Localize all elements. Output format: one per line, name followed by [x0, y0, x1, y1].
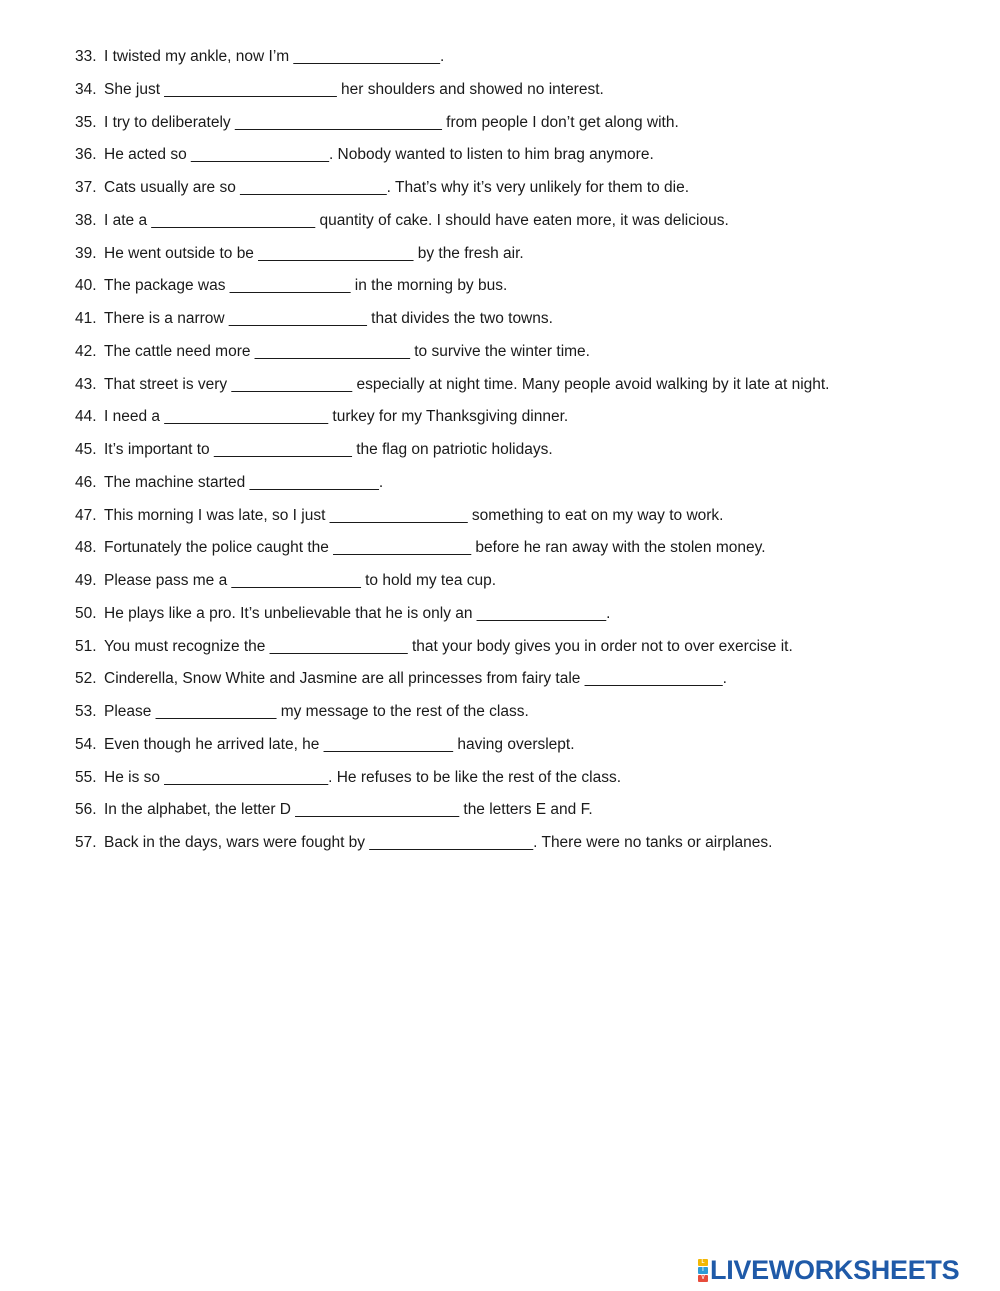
question-text: I need a ___________________ turkey for my Thanksgiving dinner. — [104, 408, 569, 426]
question-number: 49. — [75, 572, 97, 589]
question-text: Cats usually are so _________________. That’s why it’s very unlikely for them to die. — [104, 179, 690, 196]
question-item — [75, 275, 975, 308]
question-text: Please pass me a _______________ to hold my tea cup. — [104, 572, 497, 589]
question-item — [75, 210, 975, 243]
liveworksheets-logo — [698, 1255, 959, 1285]
question-text: He is so ___________________. He refuses to be like the rest of the class. — [104, 768, 622, 786]
question-item — [75, 112, 975, 145]
question-item — [75, 701, 975, 734]
question-item — [75, 570, 975, 603]
question-text: Fortunately the police caught the ________________ before he ran away with the stolen money. — [104, 539, 766, 557]
question-item — [75, 46, 975, 79]
question-number: 51. — [75, 637, 97, 655]
question-number: 56. — [75, 801, 97, 819]
question-text: He plays like a pro. It’s unbelievable that he is only an _______________. — [104, 604, 611, 622]
question-text: I twisted my ankle, now I’m _________________. — [104, 48, 445, 65]
question-number: 36. — [75, 146, 97, 164]
question-number: 37. — [75, 179, 97, 196]
question-item — [75, 308, 975, 341]
question-text: That street is very ______________ especially at night time. Many people avoid walking by it late at night. — [104, 375, 830, 393]
question-list — [75, 46, 975, 865]
question-text: There is a narrow ________________ that divides the two towns. — [104, 310, 553, 327]
question-item — [75, 505, 975, 538]
question-number: 52. — [75, 670, 97, 688]
question-item — [75, 767, 975, 800]
question-text: This morning I was late, so I just ________________ something to eat on my way to work. — [104, 506, 724, 524]
question-number: 34. — [75, 80, 97, 98]
question-text: I ate a ___________________ quantity of cake. I should have eaten more, it was delicious. — [104, 211, 729, 229]
question-number: 47. — [75, 506, 97, 524]
question-text: Cinderella, Snow White and Jasmine are all princesses from fairy tale ________________. — [104, 670, 727, 688]
question-number: 38. — [75, 211, 97, 229]
logo-blocks-icon: L I V — [698, 1259, 708, 1282]
question-number: 57. — [75, 834, 97, 851]
question-text: Please ______________ my message to the rest of the class. — [104, 703, 529, 720]
question-text: The machine started _______________. — [104, 473, 384, 491]
question-item — [75, 243, 975, 276]
question-number: 48. — [75, 539, 97, 557]
question-number: 45. — [75, 441, 97, 458]
question-number: 35. — [75, 113, 97, 131]
question-number: 43. — [75, 375, 97, 393]
question-number: 40. — [75, 277, 97, 295]
question-text: She just ____________________ her shoulders and showed no interest. — [104, 80, 604, 98]
question-number: 55. — [75, 768, 97, 786]
question-text: He went outside to be __________________ by the fresh air. — [104, 244, 524, 262]
question-item — [75, 668, 975, 701]
question-item — [75, 79, 975, 112]
question-number: 54. — [75, 735, 97, 753]
question-item — [75, 144, 975, 177]
question-number: 53. — [75, 703, 97, 720]
question-text: The cattle need more __________________ to survive the winter time. — [104, 342, 590, 360]
question-number: 41. — [75, 310, 97, 327]
question-number: 44. — [75, 408, 97, 426]
question-text: You must recognize the ________________ that your body gives you in order not to over exercise it. — [104, 637, 793, 655]
question-item — [75, 603, 975, 636]
question-number: 46. — [75, 473, 97, 491]
question-number: 50. — [75, 604, 97, 622]
question-text: The package was ______________ in the morning by bus. — [104, 277, 508, 295]
question-item — [75, 734, 975, 767]
question-item — [75, 799, 975, 832]
question-number: 33. — [75, 48, 97, 65]
question-text: He acted so ________________. Nobody wanted to listen to him brag anymore. — [104, 146, 654, 164]
question-text: In the alphabet, the letter D ___________________ the letters E and F. — [104, 801, 593, 819]
question-item — [75, 177, 975, 210]
brand-name: LIVEWORKSHEETS — [710, 1255, 960, 1285]
question-item — [75, 832, 975, 865]
question-item — [75, 341, 975, 374]
question-item — [75, 636, 975, 669]
question-item — [75, 406, 975, 439]
question-text: It’s important to ________________ the flag on patriotic holidays. — [104, 441, 553, 458]
question-item — [75, 374, 975, 407]
question-item — [75, 472, 975, 505]
question-text: Even though he arrived late, he _______________ having overslept. — [104, 735, 575, 753]
question-item — [75, 439, 975, 472]
question-text: I try to deliberately ________________________ from people I don’t get along with. — [104, 113, 679, 131]
question-item — [75, 537, 975, 570]
question-number: 39. — [75, 244, 97, 262]
question-number: 42. — [75, 342, 97, 360]
question-text: Back in the days, wars were fought by ___________________. There were no tanks or airplanes. — [104, 834, 773, 851]
